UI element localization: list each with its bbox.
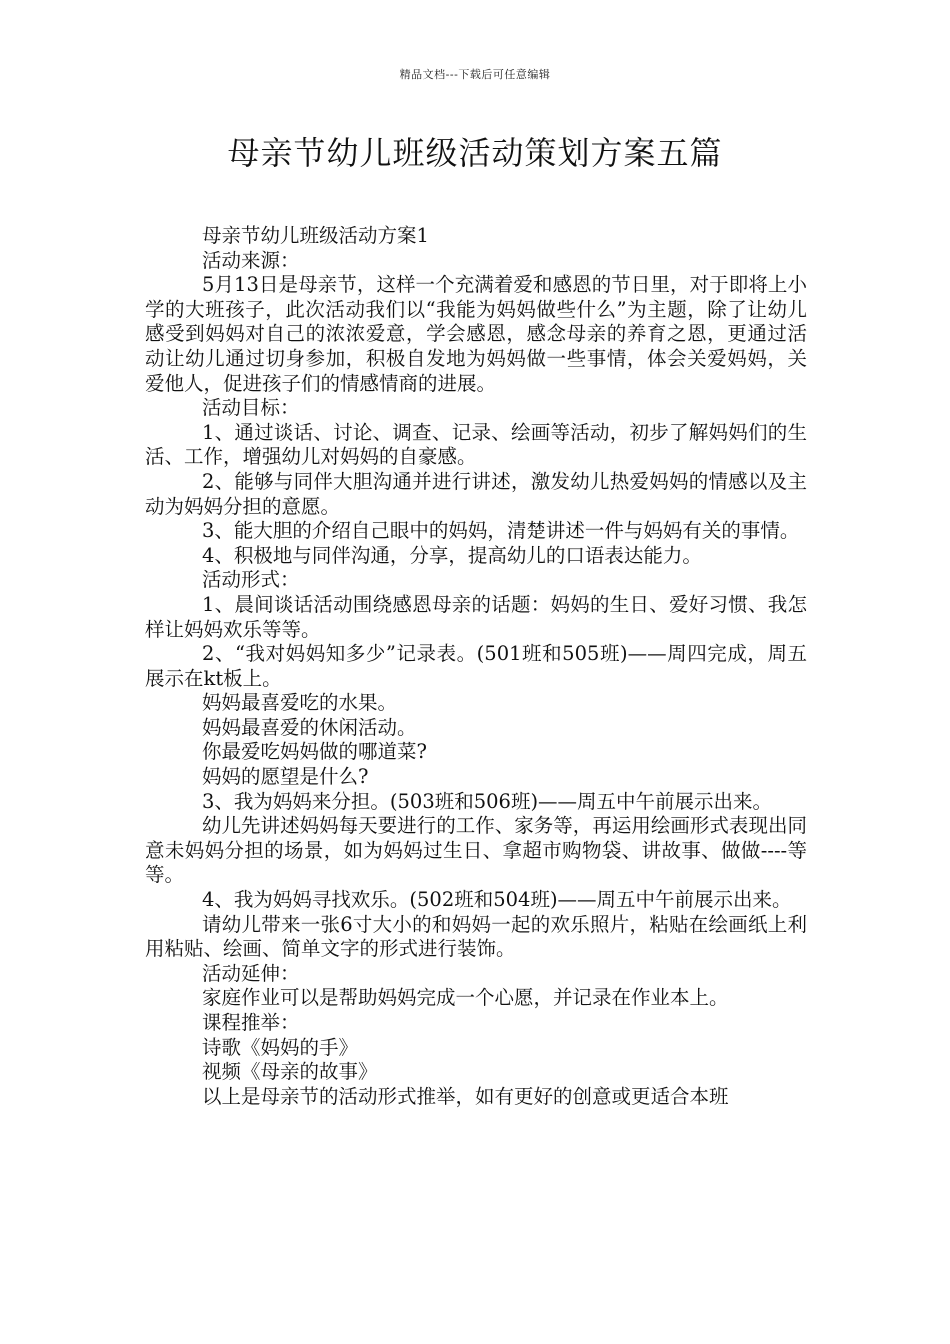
- section-heading: 母亲节幼儿班级活动方案1: [202, 224, 429, 247]
- document-body: [145, 224, 807, 1109]
- paragraph: 妈妈最喜爱吃的水果。: [202, 691, 398, 715]
- subheading-goals: 活动目标：: [202, 396, 300, 420]
- paragraph: 妈妈的愿望是什么?: [202, 765, 369, 789]
- paragraph: 1、通过谈话、讨论、调查、记录、绘画等活动，初步了解妈妈们的生活、工作，增强幼儿对妈妈的自豪感。: [145, 420, 807, 469]
- paragraph: 诗歌《妈妈的手》: [202, 1035, 359, 1059]
- paragraph: 2、“我对妈妈知多少”记录表。(501班和505班)——周四完成，周五展示在kt板上。: [145, 642, 807, 690]
- paragraph: 视频《母亲的故事》: [202, 1060, 378, 1084]
- subheading-courses: 课程推举：: [202, 1011, 300, 1034]
- subheading-forms: 活动形式：: [202, 568, 300, 592]
- header-note: 精品文档---下载后可任意编辑: [399, 68, 551, 81]
- paragraph: 3、我为妈妈来分担。(503班和506班)——周五中午前展示出来。: [202, 789, 773, 813]
- paragraph: 3、能大胆的介绍自己眼中的妈妈，清楚讲述一件与妈妈有关的事情。: [202, 519, 800, 543]
- paragraph: 2、能够与同伴大胆沟通并进行讲述，激发幼儿热爱妈妈的情感以及主动为妈妈分担的意愿。: [145, 469, 807, 518]
- paragraph: 幼儿先讲述妈妈每天要进行的工作、家务等，再运用绘画形式表现出同意未妈妈分担的场景，如为妈妈过生日、拿超市购物袋、讲故事、做做----等等。: [145, 814, 807, 887]
- paragraph: 5月13日是母亲节，这样一个充满着爱和感恩的节日里，对于即将上小学的大班孩子，此次活动我们以“我能为妈妈做些什么”为主题，除了让幼儿感受到妈妈对自己的浓浓爱意，学会感恩，感念母亲的养育之恩，更通过活动让幼儿通过切身参加，积极自发地为妈妈做一些事情，体会关爱妈妈，关爱他人，促进孩子们的情感情商的进展。: [145, 273, 807, 395]
- paragraph: 妈妈最喜爱的休闲活动。: [202, 715, 417, 739]
- document-title: 母亲节幼儿班级活动策划方案五篇: [227, 134, 723, 172]
- paragraph: 请幼儿带来一张6寸大小的和妈妈一起的欢乐照片，粘贴在绘画纸上利用粘贴、绘画、简单文字的形式进行装饰。: [145, 912, 807, 961]
- paragraph: 1、晨间谈话活动围绕感恩母亲的话题：妈妈的生日、爱好习惯、我怎样让妈妈欢乐等等。: [145, 592, 807, 641]
- paragraph: 4、我为妈妈寻找欢乐。(502班和504班)——周五中午前展示出来。: [202, 888, 792, 912]
- paragraph: 你最爱吃妈妈做的哪道菜?: [202, 740, 427, 764]
- subheading-source: 活动来源：: [202, 248, 300, 272]
- paragraph: 家庭作业可以是帮助妈妈完成一个心愿，并记录在作业本上。: [202, 986, 729, 1010]
- subheading-extension: 活动延伸：: [202, 961, 300, 985]
- paragraph: 以上是母亲节的活动形式推举，如有更好的创意或更适合本班: [202, 1084, 729, 1108]
- paragraph: 4、积极地与同伴沟通，分享，提高幼儿的口语表达能力。: [202, 543, 702, 567]
